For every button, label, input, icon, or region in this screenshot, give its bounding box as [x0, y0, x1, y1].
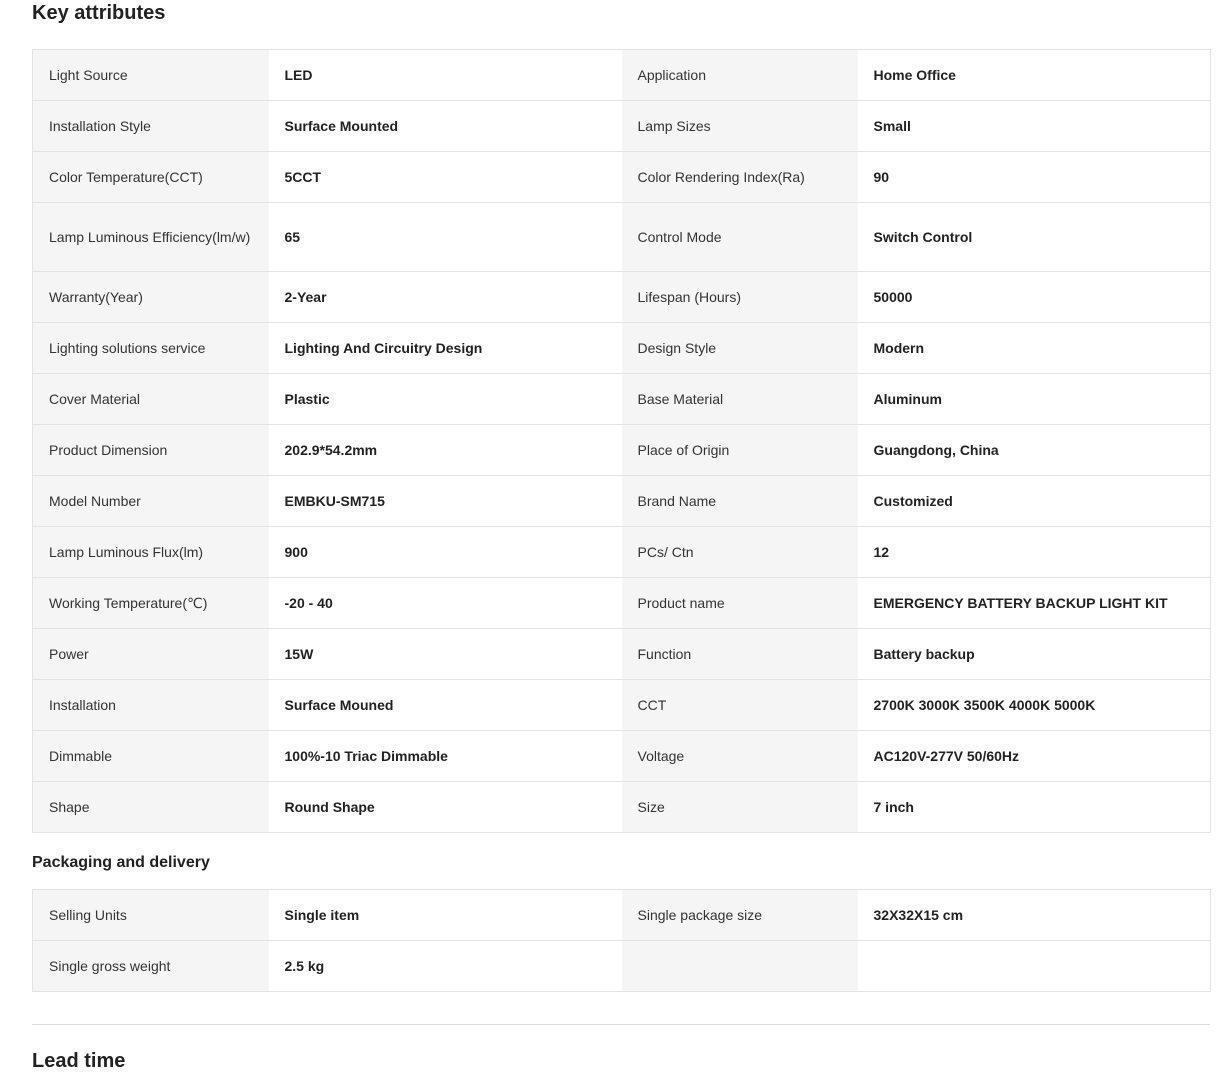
attribute-value: 202.9*54.2mm [269, 425, 622, 476]
attribute-value: Surface Mounted [269, 101, 622, 152]
attribute-name: Control Mode [622, 203, 858, 272]
attribute-name: Size [622, 782, 858, 833]
packaging-heading: Packaging and delivery [32, 854, 210, 871]
attribute-value: 2-Year [269, 272, 622, 323]
attribute-row [33, 50, 1211, 101]
attribute-value: 7 inch [858, 782, 1211, 833]
attribute-name: Product name [622, 578, 858, 629]
attribute-name: Color Temperature(CCT) [33, 152, 269, 203]
attribute-value: EMERGENCY BATTERY BACKUP LIGHT KIT [858, 578, 1211, 629]
attribute-name: Function [622, 629, 858, 680]
attribute-row [33, 101, 1211, 152]
attribute-name: Installation [33, 680, 269, 731]
attribute-value: 2.5 kg [269, 941, 622, 992]
attribute-value [858, 941, 1211, 992]
attribute-name: Lifespan (Hours) [622, 272, 858, 323]
attribute-value: -20 - 40 [269, 578, 622, 629]
attribute-name: Selling Units [33, 890, 269, 941]
attribute-name: Shape [33, 782, 269, 833]
attribute-name: Warranty(Year) [33, 272, 269, 323]
attribute-name: Voltage [622, 731, 858, 782]
packaging-table [32, 889, 1211, 992]
attribute-value: Plastic [269, 374, 622, 425]
attribute-row [33, 527, 1211, 578]
attribute-value: Lighting And Circuitry Design [269, 323, 622, 374]
attribute-value: AC120V-277V 50/60Hz [858, 731, 1211, 782]
attribute-value: Small [858, 101, 1211, 152]
attribute-row [33, 203, 1211, 272]
attribute-name: Color Rendering Index(Ra) [622, 152, 858, 203]
key-attributes-table [32, 49, 1211, 833]
attribute-name: Model Number [33, 476, 269, 527]
attribute-name: Lighting solutions service [33, 323, 269, 374]
attribute-name: CCT [622, 680, 858, 731]
attribute-value: 65 [269, 203, 622, 272]
attribute-value: EMBKU-SM715 [269, 476, 622, 527]
attribute-value: LED [269, 50, 622, 101]
attribute-value: Switch Control [858, 203, 1211, 272]
attribute-value: 12 [858, 527, 1211, 578]
attribute-name: Lamp Luminous Flux(lm) [33, 527, 269, 578]
attribute-row [33, 578, 1211, 629]
attribute-name: Lamp Sizes [622, 101, 858, 152]
attribute-name: Base Material [622, 374, 858, 425]
attribute-row [33, 680, 1211, 731]
attribute-row [33, 629, 1211, 680]
attribute-value: Single item [269, 890, 622, 941]
attribute-name: Place of Origin [622, 425, 858, 476]
key-attributes-heading: Key attributes [32, 2, 166, 24]
attribute-value: 900 [269, 527, 622, 578]
attribute-value: Modern [858, 323, 1211, 374]
attribute-name: Light Source [33, 50, 269, 101]
attribute-value: 32X32X15 cm [858, 890, 1211, 941]
lead-time-heading: Lead time [32, 1050, 126, 1072]
attribute-row [33, 731, 1211, 782]
attribute-row [33, 476, 1211, 527]
attribute-name: Dimmable [33, 731, 269, 782]
attribute-value: 5CCT [269, 152, 622, 203]
attribute-name: Brand Name [622, 476, 858, 527]
attribute-value: 2700K 3000K 3500K 4000K 5000K [858, 680, 1211, 731]
attribute-value: Guangdong, China [858, 425, 1211, 476]
attribute-row [33, 890, 1211, 941]
attribute-value: Aluminum [858, 374, 1211, 425]
attribute-row [33, 152, 1211, 203]
attribute-value: Home Office [858, 50, 1211, 101]
attribute-name: Design Style [622, 323, 858, 374]
attribute-value: 90 [858, 152, 1211, 203]
attribute-value: Surface Mouned [269, 680, 622, 731]
attribute-row [33, 425, 1211, 476]
attribute-name: Installation Style [33, 101, 269, 152]
attribute-value: 15W [269, 629, 622, 680]
attribute-row [33, 782, 1211, 833]
attribute-value: 50000 [858, 272, 1211, 323]
attribute-name: Power [33, 629, 269, 680]
attribute-row [33, 374, 1211, 425]
attribute-name: Single package size [622, 890, 858, 941]
attribute-name: Cover Material [33, 374, 269, 425]
attribute-name: PCs/ Ctn [622, 527, 858, 578]
attribute-name: Single gross weight [33, 941, 269, 992]
attribute-name: Application [622, 50, 858, 101]
attribute-value: 100%-10 Triac Dimmable [269, 731, 622, 782]
attribute-row [33, 941, 1211, 992]
attribute-name: Product Dimension [33, 425, 269, 476]
section-divider [32, 1024, 1210, 1025]
attribute-value: Round Shape [269, 782, 622, 833]
attribute-name: Lamp Luminous Efficiency(lm/w) [33, 203, 269, 272]
attribute-name: Working Temperature(℃) [33, 578, 269, 629]
attribute-value: Battery backup [858, 629, 1211, 680]
attribute-name [622, 941, 858, 992]
attribute-value: Customized [858, 476, 1211, 527]
attribute-row [33, 323, 1211, 374]
attribute-row [33, 272, 1211, 323]
